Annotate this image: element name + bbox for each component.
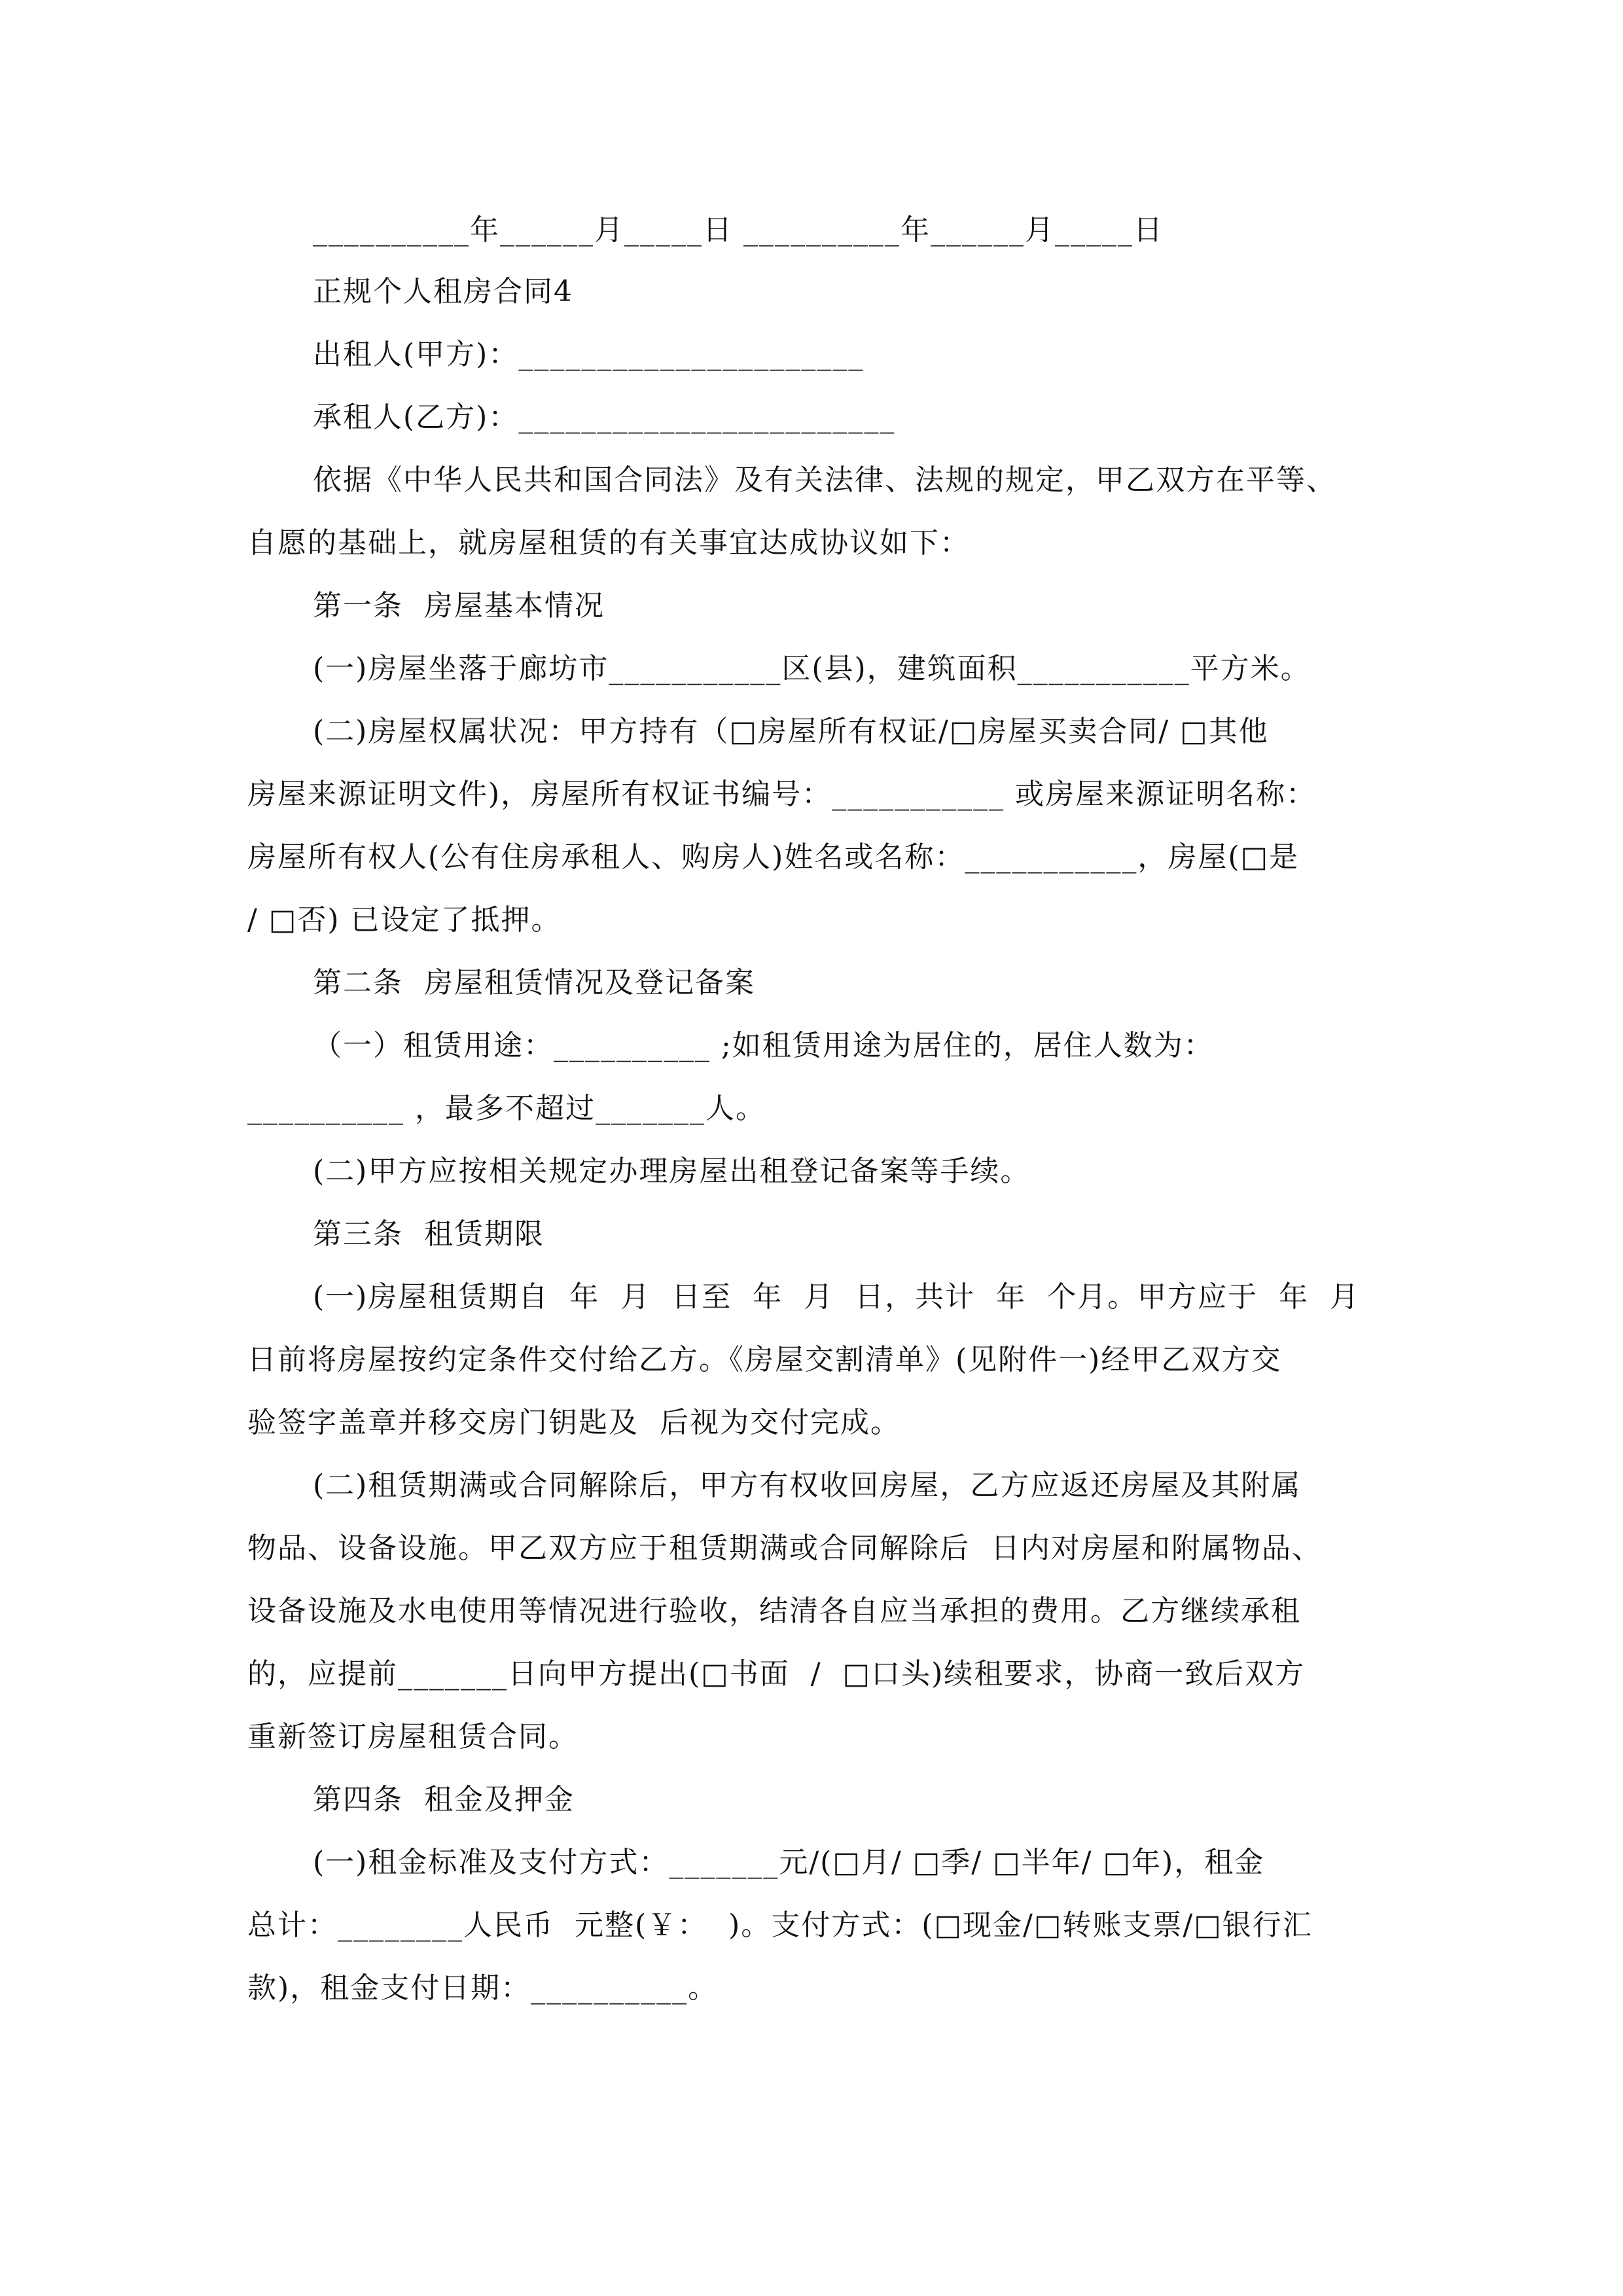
clause-line: (二)房屋权属状况：甲方持有（□房屋所有权证/□房屋买卖合同/ □其他 (313, 715, 1269, 748)
clause-line: 的，应提前_______日向甲方提出(□书面 / □口头)续租要求，协商一致后双方 (247, 1657, 1306, 1691)
clause-line: 房屋所有权人(公有住房承租人、购房人)姓名或名称：___________，房屋(□是 (247, 840, 1300, 874)
clause-line: 总计：________人民币 元整(￥： )。支付方式：(□现金/□转账支票/□银行汇 (247, 1909, 1313, 1942)
intro-paragraph-line: 自愿的基础上，就房屋租赁的有关事宜达成协议如下： (247, 526, 970, 560)
article-heading: 第一条 房屋基本情况 (313, 589, 605, 622)
clause-line: (二)租赁期满或合同解除后，甲方有权收回房屋，乙方应返还房屋及其附属 (313, 1469, 1302, 1502)
clause-line: 设备设施及水电使用等情况进行验收，结清各自应当承担的费用。乙方继续承租 (247, 1594, 1301, 1628)
contract-title: 正规个人租房合同4 (313, 275, 573, 308)
clause-line: 房屋来源证明文件)，房屋所有权证书编号：___________ 或房屋来源证明名称： (247, 778, 1317, 811)
clause-line: （一）租赁用途：__________ ;如租赁用途为居住的，居住人数为： (313, 1029, 1214, 1062)
clause-line: __________ ，最多不超过_______人。 (247, 1092, 766, 1125)
clause-line: (一)房屋坐落于廊坊市___________区(县)，建筑面积___________平方米。 (313, 652, 1311, 685)
clause-line: 款)，租金支付日期：__________。 (247, 1971, 719, 2005)
clause-line: 验签字盖章并移交房门钥匙及 后视为交付完成。 (247, 1406, 901, 1439)
article-heading: 第四条 租金及押金 (313, 1783, 575, 1816)
clause-line: 重新签订房屋租赁合同。 (247, 1720, 579, 1753)
signature-date-line: __________年______月_____日 __________年______月_____日 (313, 213, 1164, 247)
clause-line: (一)房屋租赁期自 年 月 日至 年 月 日，共计 年 个月。甲方应于 年 月 (313, 1280, 1361, 1314)
lessor-line: 出租人(甲方)：______________________ (313, 338, 865, 371)
lessee-line: 承租人(乙方)：________________________ (313, 401, 896, 434)
clause-line: 物品、设备设施。甲乙双方应于租赁期满或合同解除后 日内对房屋和附属物品、 (247, 1532, 1322, 1565)
clause-line: 日前将房屋按约定条件交付给乙方。《房屋交割清单》(见附件一)经甲乙双方交 (247, 1343, 1282, 1376)
article-heading: 第三条 租赁期限 (313, 1217, 544, 1251)
clause-line: / □否) 已设定了抵押。 (247, 903, 562, 937)
clause-line: (二)甲方应按相关规定办理房屋出租登记备案等手续。 (313, 1155, 1031, 1188)
clause-line: (一)租金标准及支付方式：_______元/(□月/ □季/ □半年/ □年)，租金 (313, 1846, 1265, 1879)
intro-paragraph-line: 依据《中华人民共和国合同法》及有关法律、法规的规定，甲乙双方在平等、 (313, 463, 1336, 497)
article-heading: 第二条 房屋租赁情况及登记备案 (313, 966, 755, 999)
